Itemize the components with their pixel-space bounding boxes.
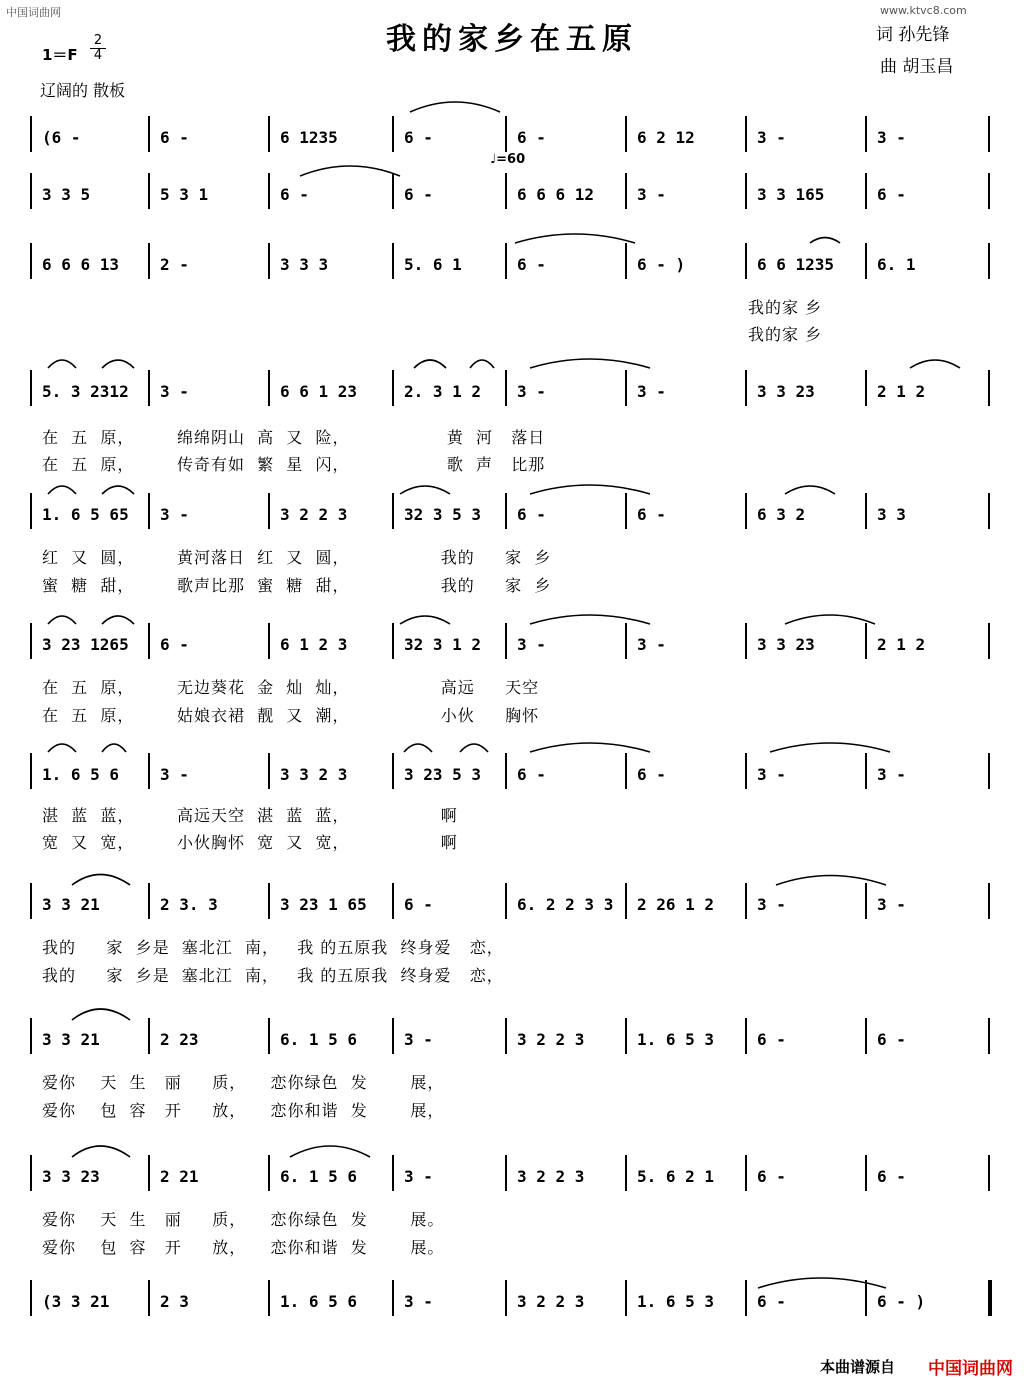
barline — [625, 173, 627, 209]
measure: 3 23 5 3 — [404, 765, 482, 784]
key-signature: 1＝F — [42, 46, 78, 64]
barline — [268, 623, 270, 659]
lyric-line-8b: 我的 家 乡是 塞北江 南， 我 的五原我 终身爱 恋， — [42, 966, 504, 985]
barline — [30, 1018, 32, 1054]
source-link[interactable]: 中国词曲网 — [928, 1359, 1013, 1379]
measure: 6 - — [877, 1167, 906, 1186]
barline — [268, 1018, 270, 1054]
slur — [530, 359, 650, 368]
measure: 3 2 2 3 — [517, 1167, 585, 1186]
barline — [392, 1155, 394, 1191]
barline — [745, 493, 747, 529]
barline — [30, 1155, 32, 1191]
measure: 3 3 23 — [757, 635, 815, 654]
barline — [30, 173, 32, 209]
barline — [745, 1155, 747, 1191]
measure: 3 3 3 — [280, 255, 329, 274]
lyric-line-8a: 我的 家 乡是 塞北江 南， 我 的五原我 终身爱 恋， — [42, 938, 504, 957]
measure: 3 - — [637, 185, 666, 204]
measure: 2 3 — [160, 1292, 189, 1311]
barline — [30, 883, 32, 919]
barline — [392, 493, 394, 529]
barline — [625, 1018, 627, 1054]
slur — [460, 744, 488, 752]
barline — [505, 493, 507, 529]
slur — [48, 616, 76, 624]
barline — [745, 1018, 747, 1054]
lyric-line-3a: 我的家 乡 — [748, 298, 823, 317]
barline — [625, 370, 627, 406]
barline — [148, 1155, 150, 1191]
time-denominator: 4 — [93, 48, 103, 63]
measure: 6 - — [637, 505, 666, 524]
measure: 6 - — [517, 505, 546, 524]
barline — [505, 1280, 507, 1316]
barline — [392, 1280, 394, 1316]
barline — [865, 1018, 867, 1054]
slur — [102, 616, 134, 624]
measure: 6 - — [404, 185, 433, 204]
measure: 1. 6 5 6 — [280, 1292, 358, 1311]
barline — [148, 116, 150, 152]
measure: 6 - — [517, 255, 546, 274]
barline — [865, 243, 867, 279]
measure: 3 - — [757, 765, 786, 784]
barline — [625, 623, 627, 659]
measure: 6 - ) — [877, 1292, 926, 1311]
measure: 6 2 12 — [637, 128, 695, 147]
barline — [30, 243, 32, 279]
measure: 1. 6 5 3 — [637, 1292, 715, 1311]
slur — [414, 360, 446, 368]
measure: 6 1 2 3 — [280, 635, 348, 654]
barline — [268, 243, 270, 279]
slur — [102, 486, 134, 494]
barline — [148, 753, 150, 789]
barline — [988, 116, 990, 152]
measure: 3 - — [404, 1292, 433, 1311]
measure: 2 - — [160, 255, 189, 274]
slur — [785, 486, 835, 494]
barline — [148, 370, 150, 406]
barline — [268, 1280, 270, 1316]
barline — [505, 883, 507, 919]
barline — [745, 753, 747, 789]
barline — [148, 1018, 150, 1054]
slur — [400, 616, 450, 624]
measure: 2 3. 3 — [160, 895, 218, 914]
measure: 2 26 1 2 — [637, 895, 715, 914]
barline — [392, 883, 394, 919]
barline — [745, 883, 747, 919]
slur — [72, 1146, 130, 1157]
measure: 3 - — [517, 635, 546, 654]
measure: 2 1 2 — [877, 635, 926, 654]
slur — [776, 876, 886, 886]
slur — [530, 485, 650, 494]
measure: 32 3 5 3 — [404, 505, 482, 524]
measure: 2 23 — [160, 1030, 199, 1049]
measure: 6 6 6 13 — [42, 255, 120, 274]
song-title: 我的家乡在五原 — [386, 22, 638, 57]
watermark-left: 中国词曲网 — [6, 6, 61, 19]
measure: 5. 6 2 1 — [637, 1167, 715, 1186]
barline — [30, 493, 32, 529]
barline — [148, 493, 150, 529]
time-signature — [90, 34, 106, 63]
slur — [910, 360, 960, 368]
measure: 1. 6 5 6 — [42, 765, 120, 784]
barline — [625, 493, 627, 529]
measure: 2. 3 1 2 — [404, 382, 482, 401]
barline — [988, 173, 990, 209]
measure: 6 1235 — [280, 128, 338, 147]
measure: 6. 1 5 6 — [280, 1030, 358, 1049]
barline — [505, 116, 507, 152]
measure: 6 - — [637, 765, 666, 784]
lyric-line-6a: 在 五 原， 无边葵花 金 灿 灿， 高远 天空 — [42, 678, 540, 697]
lyric-line-7b: 宽 又 宽， 小伙胸怀 宽 又 宽， 啊 — [42, 833, 458, 852]
measure: 3 - — [517, 382, 546, 401]
barline — [988, 493, 990, 529]
measure: 3 3 165 — [757, 185, 825, 204]
measure: 6 - — [160, 128, 189, 147]
lyric-line-10b: 爱你 包 容 开 放， 恋你和谐 发 展。 — [42, 1238, 445, 1257]
barline — [148, 243, 150, 279]
measure: 3 3 23 — [757, 382, 815, 401]
barline — [865, 753, 867, 789]
measure: 3 - — [637, 635, 666, 654]
barline — [268, 116, 270, 152]
barline — [268, 1155, 270, 1191]
barline — [268, 370, 270, 406]
barline — [625, 116, 627, 152]
slur — [300, 166, 400, 176]
slur — [410, 102, 500, 112]
barline — [988, 753, 990, 789]
measure: 3 - — [877, 128, 906, 147]
slur — [400, 486, 450, 494]
slur — [48, 360, 76, 368]
slur — [48, 486, 76, 494]
measure: 6 3 2 — [757, 505, 806, 524]
barline — [268, 173, 270, 209]
barline — [505, 370, 507, 406]
barline — [392, 116, 394, 152]
measure: 6 - — [404, 895, 433, 914]
measure: 6 6 1235 — [757, 255, 835, 274]
lyricist-credit: 词 孙先锋 — [876, 25, 950, 45]
barline — [148, 623, 150, 659]
barline — [865, 883, 867, 919]
barline — [392, 370, 394, 406]
lyric-line-5a: 红 又 圆， 黄河落日 红 又 圆， 我的 家 乡 — [42, 548, 552, 567]
slur — [810, 238, 840, 244]
measure: 6. 1 5 6 — [280, 1167, 358, 1186]
barline — [30, 370, 32, 406]
barline — [988, 1280, 992, 1316]
measure: 2 21 — [160, 1167, 199, 1186]
barline — [625, 753, 627, 789]
measure: 6 - — [877, 1030, 906, 1049]
measure: 6 - — [517, 765, 546, 784]
slur — [48, 744, 76, 752]
barline — [505, 173, 507, 209]
slur — [770, 743, 890, 752]
measure: 3 3 23 — [42, 1167, 100, 1186]
barline — [865, 1155, 867, 1191]
barline — [625, 1155, 627, 1191]
composer-credit: 曲 胡玉昌 — [880, 57, 954, 77]
barline — [392, 1018, 394, 1054]
time-numerator: 2 — [90, 34, 106, 49]
measure: 5 3 1 — [160, 185, 209, 204]
barline — [625, 883, 627, 919]
barline — [865, 493, 867, 529]
metronome-mark: ♩=60 — [490, 152, 526, 167]
barline — [745, 243, 747, 279]
measure: 1. 6 5 3 — [637, 1030, 715, 1049]
measure: 6 - — [757, 1030, 786, 1049]
slur — [102, 744, 126, 752]
barline — [148, 883, 150, 919]
slur — [530, 615, 650, 624]
measure: 3 23 1 65 — [280, 895, 367, 914]
barline — [988, 1155, 990, 1191]
barline — [505, 243, 507, 279]
barline — [745, 116, 747, 152]
lyric-line-10a: 爱你 天 生 丽 质， 恋你绿色 发 展。 — [42, 1210, 445, 1229]
measure: 3 23 1265 — [42, 635, 129, 654]
lyric-line-4b: 在 五 原， 传奇有如 繁 星 闪， 歌 声 比那 — [42, 455, 546, 474]
barline — [745, 623, 747, 659]
measure: 3 - — [160, 382, 189, 401]
slur — [404, 744, 432, 752]
barline — [505, 753, 507, 789]
measure: 3 3 21 — [42, 1030, 100, 1049]
measure: (6 - — [42, 128, 81, 147]
measure: 6 - ) — [637, 255, 686, 274]
slur — [72, 1009, 130, 1020]
measure: 6 - — [757, 1167, 786, 1186]
measure: 3 - — [757, 895, 786, 914]
lyric-line-4a: 在 五 原， 绵绵阴山 高 又 险， 黄 河 落日 — [42, 428, 546, 447]
barline — [268, 883, 270, 919]
measure: 5. 6 1 — [404, 255, 462, 274]
barline — [392, 173, 394, 209]
measure: 5. 3 2312 — [42, 382, 129, 401]
slur — [72, 875, 130, 886]
measure: 3 3 5 — [42, 185, 91, 204]
barline — [392, 753, 394, 789]
measure: 6 - — [280, 185, 309, 204]
barline — [988, 370, 990, 406]
barline — [148, 1280, 150, 1316]
measure: 6 - — [877, 185, 906, 204]
measure: 6. 1 — [877, 255, 916, 274]
measure: 3 - — [404, 1167, 433, 1186]
barline — [505, 623, 507, 659]
barline — [865, 1280, 867, 1316]
lyric-line-9b: 爱你 包 容 开 放， 恋你和谐 发 展， — [42, 1101, 445, 1120]
lyric-line-5b: 蜜 糖 甜， 歌声比那 蜜 糖 甜， 我的 家 乡 — [42, 576, 552, 595]
barline — [268, 493, 270, 529]
barline — [625, 243, 627, 279]
barline — [865, 173, 867, 209]
measure: 3 - — [877, 895, 906, 914]
measure: 3 - — [404, 1030, 433, 1049]
measure: 6 - — [404, 128, 433, 147]
barline — [30, 1280, 32, 1316]
measure: 3 - — [757, 128, 786, 147]
measure: 6. 2 2 3 3 — [517, 895, 614, 914]
measure: 6 6 6 12 — [517, 185, 595, 204]
measure: 32 3 1 2 — [404, 635, 482, 654]
measure: 6 - — [517, 128, 546, 147]
measure: 3 - — [160, 505, 189, 524]
barline — [745, 1280, 747, 1316]
barline — [865, 370, 867, 406]
barline — [30, 753, 32, 789]
tempo-marking: 辽阔的 散板 — [40, 81, 126, 100]
lyric-line-3b: 我的家 乡 — [748, 325, 823, 344]
slur — [102, 360, 134, 368]
barline — [30, 116, 32, 152]
slur — [515, 234, 635, 243]
measure: 3 2 2 3 — [517, 1030, 585, 1049]
barline — [988, 883, 990, 919]
measure: (3 3 21 — [42, 1292, 110, 1311]
barline — [148, 173, 150, 209]
slur — [290, 1146, 370, 1157]
barline — [988, 623, 990, 659]
barline — [988, 243, 990, 279]
barline — [865, 116, 867, 152]
watermark-right: www.ktvc8.com — [880, 4, 967, 17]
barline — [392, 243, 394, 279]
barline — [505, 1155, 507, 1191]
slur — [530, 743, 650, 752]
measure: 3 3 — [877, 505, 906, 524]
barline — [865, 623, 867, 659]
measure: 3 2 2 3 — [517, 1292, 585, 1311]
barline — [505, 1018, 507, 1054]
lyric-line-6b: 在 五 原， 姑娘衣裙 靓 又 潮， 小伙 胸怀 — [42, 706, 540, 725]
lyric-line-9a: 爱你 天 生 丽 质， 恋你绿色 发 展， — [42, 1073, 445, 1092]
measure: 3 3 2 3 — [280, 765, 348, 784]
barline — [30, 623, 32, 659]
lyric-line-7a: 湛 蓝 蓝， 高远天空 湛 蓝 蓝， 啊 — [42, 806, 458, 825]
measure: 6 - — [160, 635, 189, 654]
barline — [745, 173, 747, 209]
measure: 2 1 2 — [877, 382, 926, 401]
barline — [745, 370, 747, 406]
measure: 3 - — [877, 765, 906, 784]
measure: 3 3 21 — [42, 895, 100, 914]
measure: 1. 6 5 65 — [42, 505, 129, 524]
measure: 3 2 2 3 — [280, 505, 348, 524]
barline — [268, 753, 270, 789]
measure: 6 - — [757, 1292, 786, 1311]
slur — [470, 360, 494, 368]
slur — [785, 615, 875, 624]
barline — [988, 1018, 990, 1054]
source-label: 本曲谱源自 — [820, 1358, 896, 1376]
measure: 3 - — [160, 765, 189, 784]
measure: 3 - — [637, 382, 666, 401]
barline — [392, 623, 394, 659]
barline — [625, 1280, 627, 1316]
measure: 6 6 1 23 — [280, 382, 358, 401]
